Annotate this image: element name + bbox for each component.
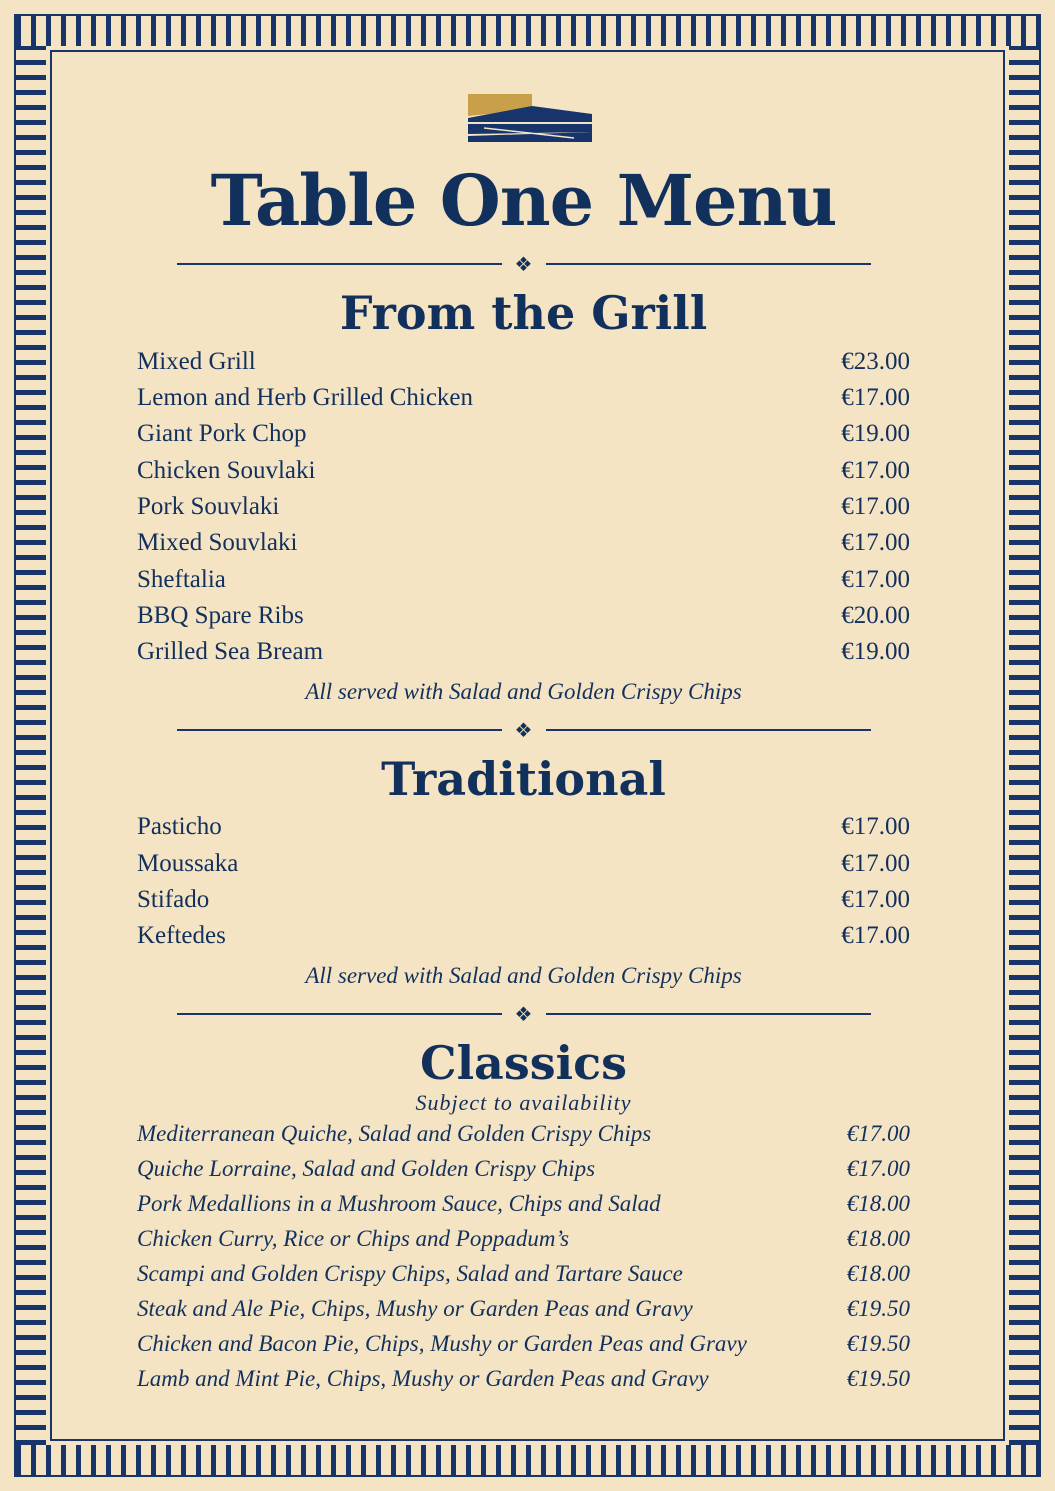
item-name: Lemon and Herb Grilled Chicken — [137, 384, 474, 412]
item-price: €17.00 — [841, 456, 910, 484]
item-price: €17.00 — [841, 886, 910, 914]
divider — [177, 1003, 871, 1025]
menu-item — [137, 380, 910, 416]
menu-item — [137, 882, 910, 918]
item-price: €23.00 — [841, 347, 910, 375]
menu-item — [137, 598, 910, 634]
section-note: All served with Salad and Golden Crispy Chips — [305, 678, 742, 704]
item-name: Giant Pork Chop — [137, 420, 307, 448]
item-name: Grilled Sea Bream — [137, 638, 324, 666]
item-price: €19.50 — [846, 1330, 910, 1356]
item-name: Chicken Curry, Rice or Chips and Poppadum’s — [137, 1225, 570, 1251]
item-price: €19.00 — [841, 638, 910, 666]
greek-key-border-right — [1009, 46, 1039, 1445]
divider — [177, 719, 871, 741]
menu-item — [137, 562, 910, 598]
menu-item — [137, 1291, 910, 1326]
item-name: Pork Medallions in a Mushroom Sauce, Chips and Salad — [137, 1190, 661, 1216]
menu-item — [137, 846, 910, 882]
menu-item — [137, 918, 910, 954]
menu-item — [137, 525, 910, 561]
item-name: BBQ Spare Ribs — [137, 601, 304, 629]
greek-key-border-bottom — [16, 1445, 1039, 1475]
item-price: €18.00 — [846, 1190, 910, 1216]
item-name: Pork Souvlaki — [137, 493, 280, 521]
item-name: Scampi and Golden Crispy Chips, Salad and Tartare Sauce — [137, 1260, 683, 1286]
item-price: €17.00 — [841, 813, 910, 841]
menu-item — [137, 1151, 910, 1186]
item-name: Mixed Grill — [137, 347, 256, 375]
greek-key-border-top — [16, 16, 1039, 46]
item-price: €17.00 — [841, 493, 910, 521]
section-subheading: Subject to availability — [415, 1089, 632, 1115]
menu-item — [137, 1221, 910, 1256]
item-name: Chicken and Bacon Pie, Chips, Mushy or Garden Peas and Gravy — [137, 1330, 747, 1356]
item-price: €17.00 — [841, 565, 910, 593]
item-name: Steak and Ale Pie, Chips, Mushy or Garden Peas and Gravy — [137, 1295, 693, 1321]
section-heading-grill: From the Grill — [339, 286, 708, 340]
item-name: Pasticho — [137, 813, 222, 841]
diamond-icon: ❖ — [514, 252, 533, 276]
item-name: Mediterranean Quiche, Salad and Golden Crispy Chips — [137, 1120, 652, 1146]
item-name: Quiche Lorraine, Salad and Golden Crispy Chips — [137, 1155, 596, 1181]
item-price: €17.00 — [846, 1120, 910, 1146]
page-title: Table One Menu — [210, 159, 837, 242]
item-price: €17.00 — [841, 922, 910, 950]
item-name: Mixed Souvlaki — [137, 529, 298, 557]
menu-item — [137, 344, 910, 380]
menu-item — [137, 489, 910, 525]
item-name: Sheftalia — [137, 565, 226, 593]
menu-item — [137, 634, 910, 670]
item-price: €17.00 — [841, 529, 910, 557]
item-price: €19.50 — [846, 1365, 910, 1391]
section-heading-classics: Classics — [419, 1035, 628, 1090]
classics-list — [137, 1116, 910, 1396]
menu-item — [137, 416, 910, 452]
item-price: €20.00 — [841, 601, 910, 629]
menu-item — [137, 453, 910, 489]
menu-item — [137, 1326, 910, 1361]
menu-item — [137, 1186, 910, 1221]
menu-item — [137, 1256, 910, 1291]
item-price: €18.00 — [846, 1225, 910, 1251]
divider — [177, 253, 871, 275]
item-name: Chicken Souvlaki — [137, 456, 316, 484]
item-name: Moussaka — [137, 849, 239, 877]
item-price: €18.00 — [846, 1260, 910, 1286]
item-price: €17.00 — [841, 384, 910, 412]
item-name: Lamb and Mint Pie, Chips, Mushy or Garden Peas and Gravy — [137, 1365, 709, 1391]
item-name: Keftedes — [137, 922, 226, 950]
logo-icon — [454, 88, 594, 148]
greek-key-border-left — [16, 46, 46, 1445]
diamond-icon: ❖ — [514, 1001, 533, 1026]
diamond-icon: ❖ — [514, 717, 533, 742]
section-note: All served with Salad and Golden Crispy Chips — [305, 962, 742, 988]
section-heading-traditional: Traditional — [381, 751, 666, 806]
item-price: €17.00 — [846, 1155, 910, 1181]
menu-item — [137, 1116, 910, 1151]
item-name: Stifado — [137, 886, 210, 914]
menu-item — [137, 1361, 910, 1396]
menu-item — [137, 809, 910, 845]
item-price: €19.50 — [846, 1295, 910, 1321]
traditional-list — [137, 809, 910, 954]
item-price: €19.00 — [841, 420, 910, 448]
grill-list — [137, 344, 910, 671]
menu-content — [137, 80, 910, 1396]
item-price: €17.00 — [841, 849, 910, 877]
